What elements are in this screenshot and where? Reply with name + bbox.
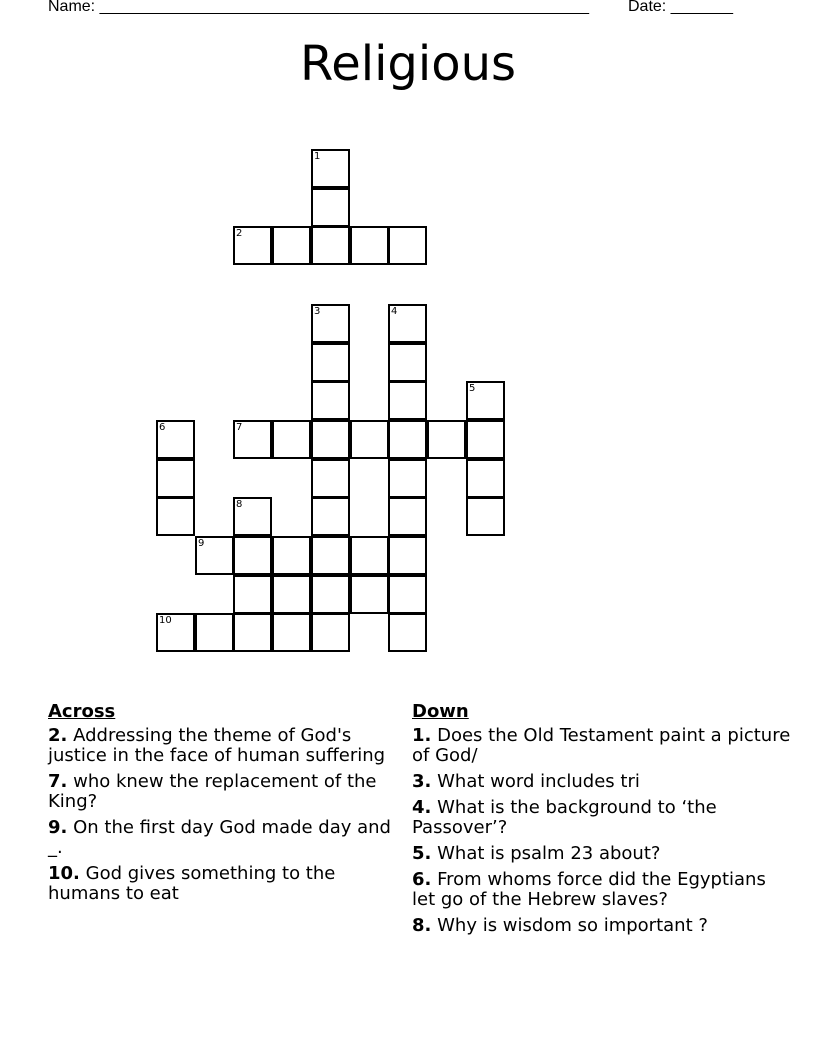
clue-number: 6. bbox=[412, 869, 432, 890]
crossword-cell[interactable] bbox=[156, 613, 195, 652]
crossword-cell[interactable] bbox=[350, 575, 389, 614]
crossword-cell[interactable] bbox=[311, 536, 350, 575]
crossword-cell[interactable] bbox=[272, 226, 311, 265]
down-clue bbox=[412, 798, 792, 838]
clue-number: 7. bbox=[48, 771, 68, 792]
crossword-cell[interactable] bbox=[388, 343, 427, 382]
down-heading: Down bbox=[412, 701, 469, 722]
cell-number: 7 bbox=[236, 422, 243, 433]
clue-text: From whoms force did the Egyptians let go of the Hebrew slaves? bbox=[412, 869, 766, 910]
across-clues bbox=[48, 702, 408, 910]
cell-number: 8 bbox=[236, 499, 243, 510]
crossword-cell[interactable] bbox=[272, 613, 311, 652]
clue-number: 9. bbox=[48, 817, 68, 838]
crossword-cell[interactable] bbox=[388, 304, 427, 343]
crossword-cell[interactable] bbox=[272, 536, 311, 575]
crossword-cell[interactable] bbox=[311, 343, 350, 382]
down-clue bbox=[412, 870, 792, 910]
crossword-cell[interactable] bbox=[388, 497, 427, 536]
clue-text: What word includes tri bbox=[437, 771, 640, 792]
cell-number: 6 bbox=[159, 422, 166, 433]
crossword-cell[interactable] bbox=[466, 497, 505, 536]
crossword-cell[interactable] bbox=[350, 536, 389, 575]
crossword-cell[interactable] bbox=[466, 420, 505, 459]
crossword-cell[interactable] bbox=[311, 226, 350, 265]
date-field-line: Date: _______ bbox=[628, 0, 733, 15]
name-field-line: Name: _______________________________________________________ bbox=[48, 0, 589, 15]
crossword-cell[interactable] bbox=[388, 613, 427, 652]
down-clue bbox=[412, 772, 792, 792]
clue-number: 2. bbox=[48, 725, 68, 746]
crossword-cell[interactable] bbox=[311, 304, 350, 343]
clue-text: God gives something to the humans to eat bbox=[48, 863, 336, 904]
cell-number: 1 bbox=[314, 151, 321, 162]
clue-number: 3. bbox=[412, 771, 432, 792]
crossword-cell[interactable] bbox=[233, 226, 272, 265]
across-clue bbox=[48, 772, 408, 812]
cell-number: 3 bbox=[314, 306, 321, 317]
down-clue bbox=[412, 844, 792, 864]
crossword-cell[interactable] bbox=[311, 575, 350, 614]
crossword-cell[interactable] bbox=[233, 420, 272, 459]
clue-text: On the first day God made day and _. bbox=[48, 817, 391, 858]
crossword-cell[interactable] bbox=[233, 497, 272, 536]
clue-number: 5. bbox=[412, 843, 432, 864]
crossword-cell[interactable] bbox=[388, 420, 427, 459]
crossword-cell[interactable] bbox=[233, 613, 272, 652]
clue-text: What is psalm 23 about? bbox=[437, 843, 661, 864]
clue-text: Why is wisdom so important ? bbox=[437, 915, 708, 936]
cell-number: 2 bbox=[236, 228, 243, 239]
cell-number: 10 bbox=[159, 615, 172, 626]
down-clue bbox=[412, 916, 792, 936]
crossword-cell[interactable] bbox=[311, 497, 350, 536]
clue-text: What is the background to ‘the Passover’? bbox=[412, 797, 717, 838]
crossword-cell[interactable] bbox=[233, 575, 272, 614]
clue-text: who knew the replacement of the King? bbox=[48, 771, 377, 812]
across-clue bbox=[48, 864, 408, 904]
crossword-cell[interactable] bbox=[156, 420, 195, 459]
crossword-cell[interactable] bbox=[388, 381, 427, 420]
crossword-cell[interactable] bbox=[311, 381, 350, 420]
down-clue bbox=[412, 726, 792, 766]
crossword-cell[interactable] bbox=[311, 420, 350, 459]
crossword-cell[interactable] bbox=[388, 459, 427, 498]
crossword-cell[interactable] bbox=[350, 420, 389, 459]
cell-number: 5 bbox=[469, 383, 476, 394]
crossword-cell[interactable] bbox=[311, 459, 350, 498]
crossword-cell[interactable] bbox=[272, 420, 311, 459]
crossword-cell[interactable] bbox=[466, 459, 505, 498]
crossword-cell[interactable] bbox=[350, 226, 389, 265]
clue-number: 10. bbox=[48, 863, 80, 884]
across-clue bbox=[48, 726, 408, 766]
crossword-cell[interactable] bbox=[466, 381, 505, 420]
clue-number: 4. bbox=[412, 797, 432, 818]
across-heading: Across bbox=[48, 701, 116, 722]
across-clue bbox=[48, 818, 408, 858]
crossword-cell[interactable] bbox=[272, 575, 311, 614]
crossword-cell[interactable] bbox=[195, 613, 234, 652]
clue-text: Addressing the theme of God's justice in the face of human suffering bbox=[48, 725, 386, 766]
cell-number: 9 bbox=[198, 538, 205, 549]
crossword-cell[interactable] bbox=[388, 575, 427, 614]
crossword-cell[interactable] bbox=[311, 149, 350, 188]
crossword-cell[interactable] bbox=[427, 420, 466, 459]
crossword-cell[interactable] bbox=[156, 497, 195, 536]
crossword-cell[interactable] bbox=[156, 459, 195, 498]
crossword-cell[interactable] bbox=[311, 613, 350, 652]
crossword-cell[interactable] bbox=[388, 226, 427, 265]
down-clues bbox=[412, 702, 792, 942]
page-title: Religious bbox=[300, 36, 516, 92]
crossword-cell[interactable] bbox=[195, 536, 234, 575]
crossword-cell[interactable] bbox=[233, 536, 272, 575]
crossword-cell[interactable] bbox=[311, 188, 350, 227]
cell-number: 4 bbox=[391, 306, 398, 317]
clue-number: 1. bbox=[412, 725, 432, 746]
clue-number: 8. bbox=[412, 915, 432, 936]
clue-text: Does the Old Testament paint a picture of God/ bbox=[412, 725, 791, 766]
crossword-cell[interactable] bbox=[388, 536, 427, 575]
